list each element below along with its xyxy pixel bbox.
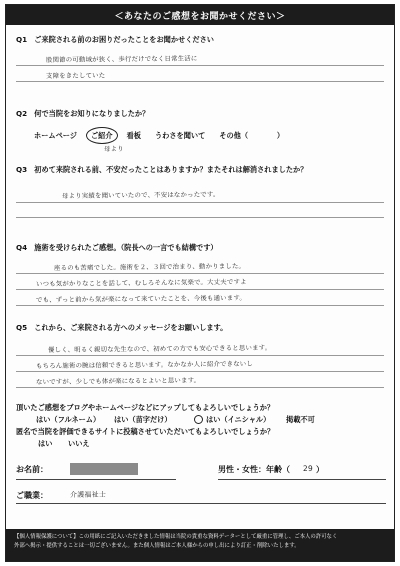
blog-option-decline[interactable]: 掲載不可: [286, 415, 315, 424]
survey-sheet: [5, 4, 395, 562]
q3-line-1: [16, 202, 384, 203]
q2-note: 母より: [103, 144, 124, 153]
privacy-footer-line2: 外部へ掲示・提供することは一切ございません。また個人情報はご本人様からの申し出により訂正・削除いたします。: [14, 543, 300, 549]
name-redacted-box: [70, 463, 138, 475]
anon-option-yes[interactable]: はい: [38, 439, 53, 448]
gender-underline: [218, 479, 386, 480]
consent-anon-question: 匿名で当院を評価できるサイトに投稿させていただいてもよろしいでしょうか？: [16, 427, 275, 436]
privacy-footer-line1: 【個人情報保護について】この用紙にご記入いただきました情報は当院の貴重な資料データーとして厳重に管理し、ご本人の許可なく: [14, 534, 338, 540]
age-close: ）: [316, 465, 324, 474]
blog-initial-circle-mark: [194, 415, 203, 424]
q4-label: Q4 施術を受けられたご感想。（院長への一言でも結構です）: [16, 243, 218, 252]
q4-line-1: [16, 273, 384, 274]
q2-options: [34, 131, 284, 141]
anon-option-no[interactable]: いいえ: [68, 439, 90, 448]
q1-label: Q1 ご来院される前のお困りだったことをお聞かせください: [16, 35, 214, 44]
q5-line-2: [16, 371, 384, 372]
q2-option-rumor[interactable]: うわさを聞いて: [154, 131, 206, 140]
q3-answer: 母より実績を聞いていたので、不安はなかったです。: [61, 190, 220, 200]
q5-answer-line3: ないですが、少しでも体が楽になるとよいと思います。: [35, 376, 201, 386]
blog-option-surname[interactable]: はい（苗字だけ）: [114, 415, 172, 424]
job-label: ご職業：: [16, 491, 48, 500]
job-value: 介護福祉士: [69, 490, 107, 499]
q5-answer-line2: もちろん施術の腕は信頼できると思います。なかなか人に紹介できないし: [35, 359, 254, 370]
gender-age-label: 男性・女性：年齢（: [218, 465, 290, 474]
q4-line-2: [16, 289, 384, 290]
q3-line-2: [16, 217, 384, 218]
q1-answer-line1: 股関節の可動域が狭く、歩行だけでなく日常生活に: [45, 54, 198, 64]
q2-option-other[interactable]: [219, 131, 284, 141]
q4-answer-line1: 座るのも苦痛でした。施術を２、３回で治まり、動かりました。: [53, 261, 246, 272]
q2-option-other-close: ）: [276, 131, 285, 140]
age-value: 29: [302, 463, 313, 473]
q1-line-1: [16, 65, 384, 66]
q5-label: Q5 これから、ご来院される方へのメッセージをお願いします。: [16, 323, 228, 332]
privacy-footer: [6, 529, 394, 561]
q4-answer-line2: いつも気がかりなことを話して、むしろそんなに気楽で。大丈夫ですよ: [35, 277, 247, 288]
q5-answer-line1: 優しく、明るく親切な先生なので、初めての方でも安心できると思います。: [47, 343, 272, 354]
q3-label: Q3 初めて来院される前、不安だったことはありますか？またそれは解消されましたか？: [16, 165, 308, 174]
q5-line-1: [16, 355, 384, 356]
q2-option-referral[interactable]: ご紹介: [90, 131, 113, 140]
consent-blog-question: 頂いたご感想をブログやホームページなどにアップしてもよろしいでしょうか？: [16, 403, 275, 412]
name-underline: [16, 479, 176, 480]
q2-label: Q2 何で当院をお知りになりましたか？: [16, 109, 150, 118]
blog-option-initial[interactable]: はい（イニシャル）: [206, 415, 271, 424]
q2-option-signboard[interactable]: 看板: [126, 131, 141, 140]
q2-option-homepage[interactable]: ホームページ: [34, 131, 77, 140]
job-underline: [16, 503, 386, 504]
q4-answer-line3: でも、ずっと前から気が楽になって来ていたことを、今後も通います。: [35, 293, 247, 304]
q5-line-3: [16, 387, 384, 388]
survey-banner: ＜あなたのご感想をお聞かせください＞: [6, 5, 394, 25]
name-label: お名前：: [16, 465, 48, 474]
q1-line-2: [16, 81, 384, 82]
q1-answer-line2: 支障をきたしていた: [45, 71, 106, 80]
blog-option-fullname[interactable]: はい（フルネーム）: [36, 415, 101, 424]
q4-line-3: [16, 305, 384, 306]
q2-option-other-label: その他（: [219, 131, 249, 140]
